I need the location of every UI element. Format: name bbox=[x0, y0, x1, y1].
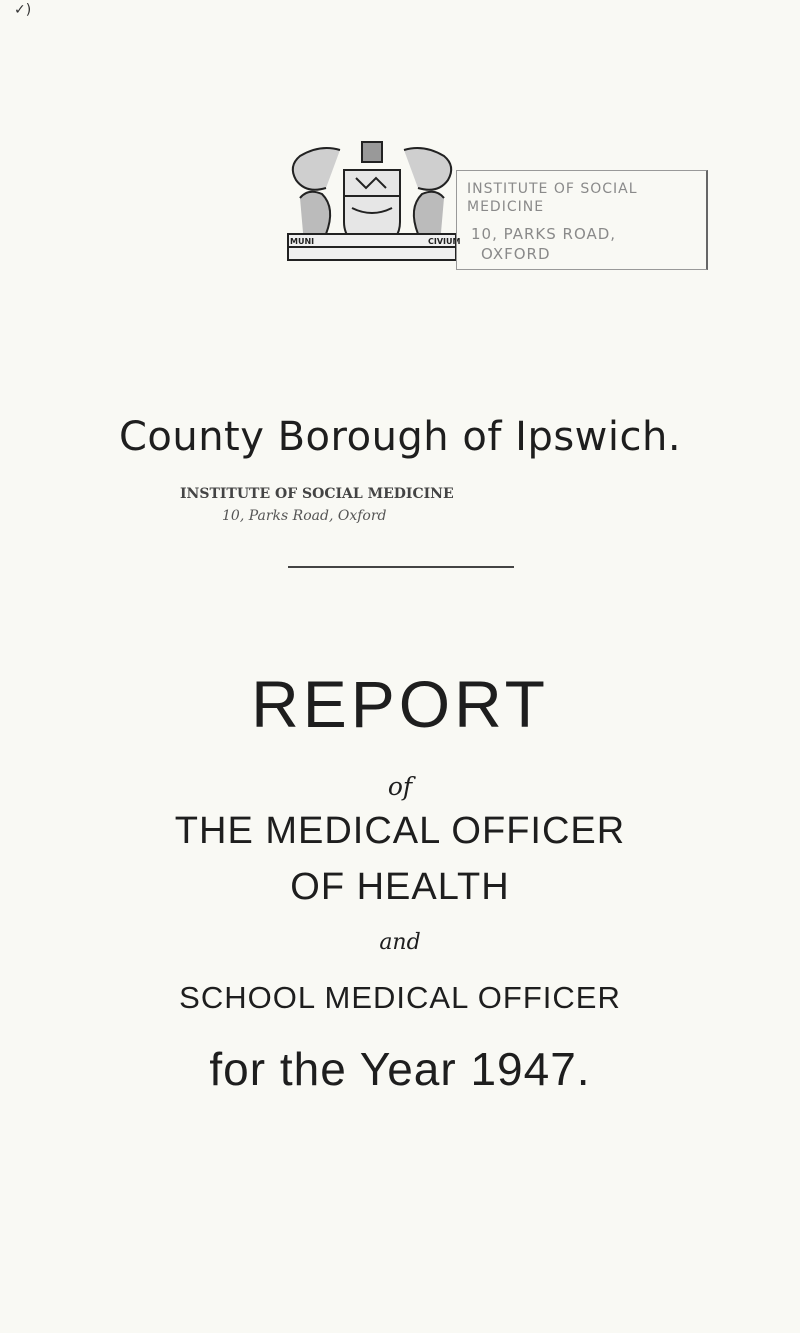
medical-officer-line: THE MEDICAL OFFICER bbox=[174, 810, 626, 852]
stamp-line-2: MEDICINE bbox=[467, 199, 545, 215]
svg-text:MUNI: MUNI bbox=[290, 237, 315, 246]
of-health-line: OF HEALTH bbox=[290, 866, 510, 908]
stamp-line-1: INSTITUTE OF SOCIAL bbox=[467, 181, 638, 197]
year-line: for the Year 1947. bbox=[209, 1043, 591, 1095]
report-of: of bbox=[387, 772, 413, 801]
margin-mark: ✓) bbox=[14, 2, 32, 18]
institute-stamp bbox=[456, 170, 708, 270]
stamp-line-4: OXFORD bbox=[481, 245, 551, 263]
report-title: REPORT bbox=[251, 667, 549, 741]
school-medical-officer-line: SCHOOL MEDICAL OFFICER bbox=[179, 980, 621, 1015]
coat-of-arms-crest bbox=[282, 138, 462, 268]
library-stamp-line-1: INSTITUTE OF SOCIAL MEDICINE bbox=[180, 486, 454, 502]
library-stamp-line-2: 10, Parks Road, Oxford bbox=[222, 508, 387, 524]
borough-heading: County Borough of Ipswich. bbox=[118, 414, 682, 460]
stamp-line-3: 10, PARKS ROAD, bbox=[471, 225, 617, 243]
svg-text:CIVIUM: CIVIUM bbox=[428, 237, 461, 246]
report-and: and bbox=[379, 930, 421, 955]
divider-rule bbox=[288, 566, 514, 568]
